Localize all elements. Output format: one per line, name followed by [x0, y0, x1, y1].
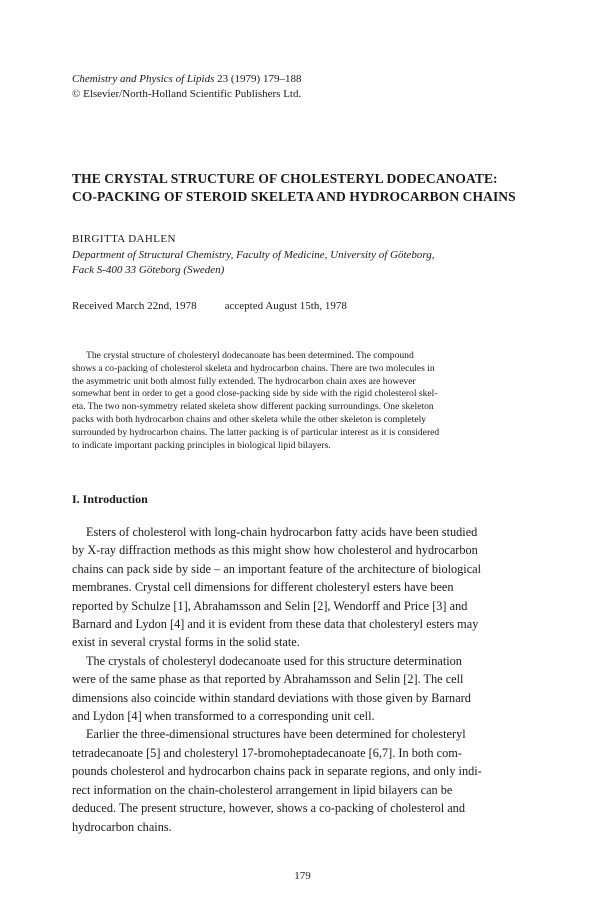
abstract [72, 350, 534, 452]
page-number: 179 [294, 870, 311, 882]
body-line: pounds cholesterol and hydrocarbon chains pack in separate regions, and only indi- [72, 764, 482, 779]
body-line: rect information on the chain-cholesterol arrangement in lipid bilayers can be [72, 782, 453, 797]
abstract-line: the asymmetric unit both almost fully extended. The hydrocarbon chain axes are however [72, 375, 416, 387]
abstract-line: shows a co-packing of cholesterol skeleta and hydrocarbon chains. There are two molecules in [72, 362, 435, 374]
body-line: Barnard and Lydon [4] and it is evident from these data that cholesteryl esters may [72, 617, 479, 632]
affiliation-line: Fack S-400 33 Göteborg (Sweden) [72, 264, 225, 276]
abstract-line: eta. The two non-symmetry related skeleta show different packing surroundings. One skeleton [72, 401, 434, 413]
section-heading: I. Introduction [72, 492, 148, 506]
abstract-line: The crystal structure of cholesteryl dodecanoate has been determined. The compound [86, 350, 414, 361]
journal-volume-info: 23 (1979) 179–188 [217, 73, 302, 85]
affiliation-line: Department of Structural Chemistry, Faculty of Medicine, University of Göteborg, [72, 249, 435, 261]
body-line: dimensions also coincide within standard deviations with those given by Barnard [72, 690, 471, 705]
body-line: tetradecanoate [5] and cholesteryl 17-bromoheptadecanoate [6,7]. In both com- [72, 745, 462, 760]
body-line: Earlier the three-dimensional structures have been determined for cholesteryl [86, 727, 466, 742]
body-line: Esters of cholesterol with long-chain hydrocarbon fatty acids have been studied [86, 525, 478, 539]
abstract-line: packs with both hydrocarbon chains and other skeleta while the other skeleton is completely [72, 413, 427, 425]
abstract-line: surrounded by hydrocarbon chains. The latter packing is of particular interest as it is considered [72, 426, 440, 438]
body-line: and Lydon [4] when transformed to a corresponding unit cell. [72, 709, 375, 724]
body-line: by X-ray diffraction methods as this might show how cholesterol and hydrocarbon [72, 543, 478, 558]
copyright-notice: © Elsevier/North-Holland Scientific Publishers Ltd. [72, 88, 302, 100]
body-line: reported by Schulze [1], Abrahamsson and Selin [2], Wendorff and Price [3] and [72, 598, 468, 613]
abstract-line: somewhat bent in order to get a good close-packing side by side with the rigid cholesterol skel- [72, 388, 438, 400]
affiliation [72, 248, 435, 278]
title-line: THE CRYSTAL STRUCTURE OF CHOLESTERYL DODECANOATE: [72, 171, 498, 186]
body-line: deduced. The present structure, however, shows a co-packing of cholesterol and [72, 801, 465, 816]
body-line: membranes. Crystal cell dimensions for different cholesteryl esters have been [72, 580, 454, 595]
body-text [72, 523, 542, 836]
author-name: BIRGITTA DAHLEN [72, 233, 176, 245]
received-date: Received March 22nd, 1978 [72, 300, 197, 312]
body-line: hydrocarbon chains. [72, 819, 172, 834]
title-line: CO-PACKING OF STEROID SKELETA AND HYDROCARBON CHAINS [72, 189, 516, 204]
journal-name: Chemistry and Physics of Lipids [72, 73, 215, 85]
abstract-line: to indicate important packing principles in biological lipid bilayers. [72, 439, 331, 451]
body-line: The crystals of cholesteryl dodecanoate used for this structure determination [86, 653, 462, 668]
body-line: chains can pack side by side – an important feature of the architecture of biological [72, 561, 482, 576]
accepted-date: accepted August 15th, 1978 [224, 300, 347, 312]
body-line: were of the same phase as that reported by Abrahamsson and Selin [2]. The cell [72, 672, 464, 687]
received-dates [72, 299, 347, 313]
article-title [72, 170, 516, 206]
journal-citation [72, 72, 301, 86]
body-line: exist in several crystal forms in the solid state. [72, 635, 300, 650]
